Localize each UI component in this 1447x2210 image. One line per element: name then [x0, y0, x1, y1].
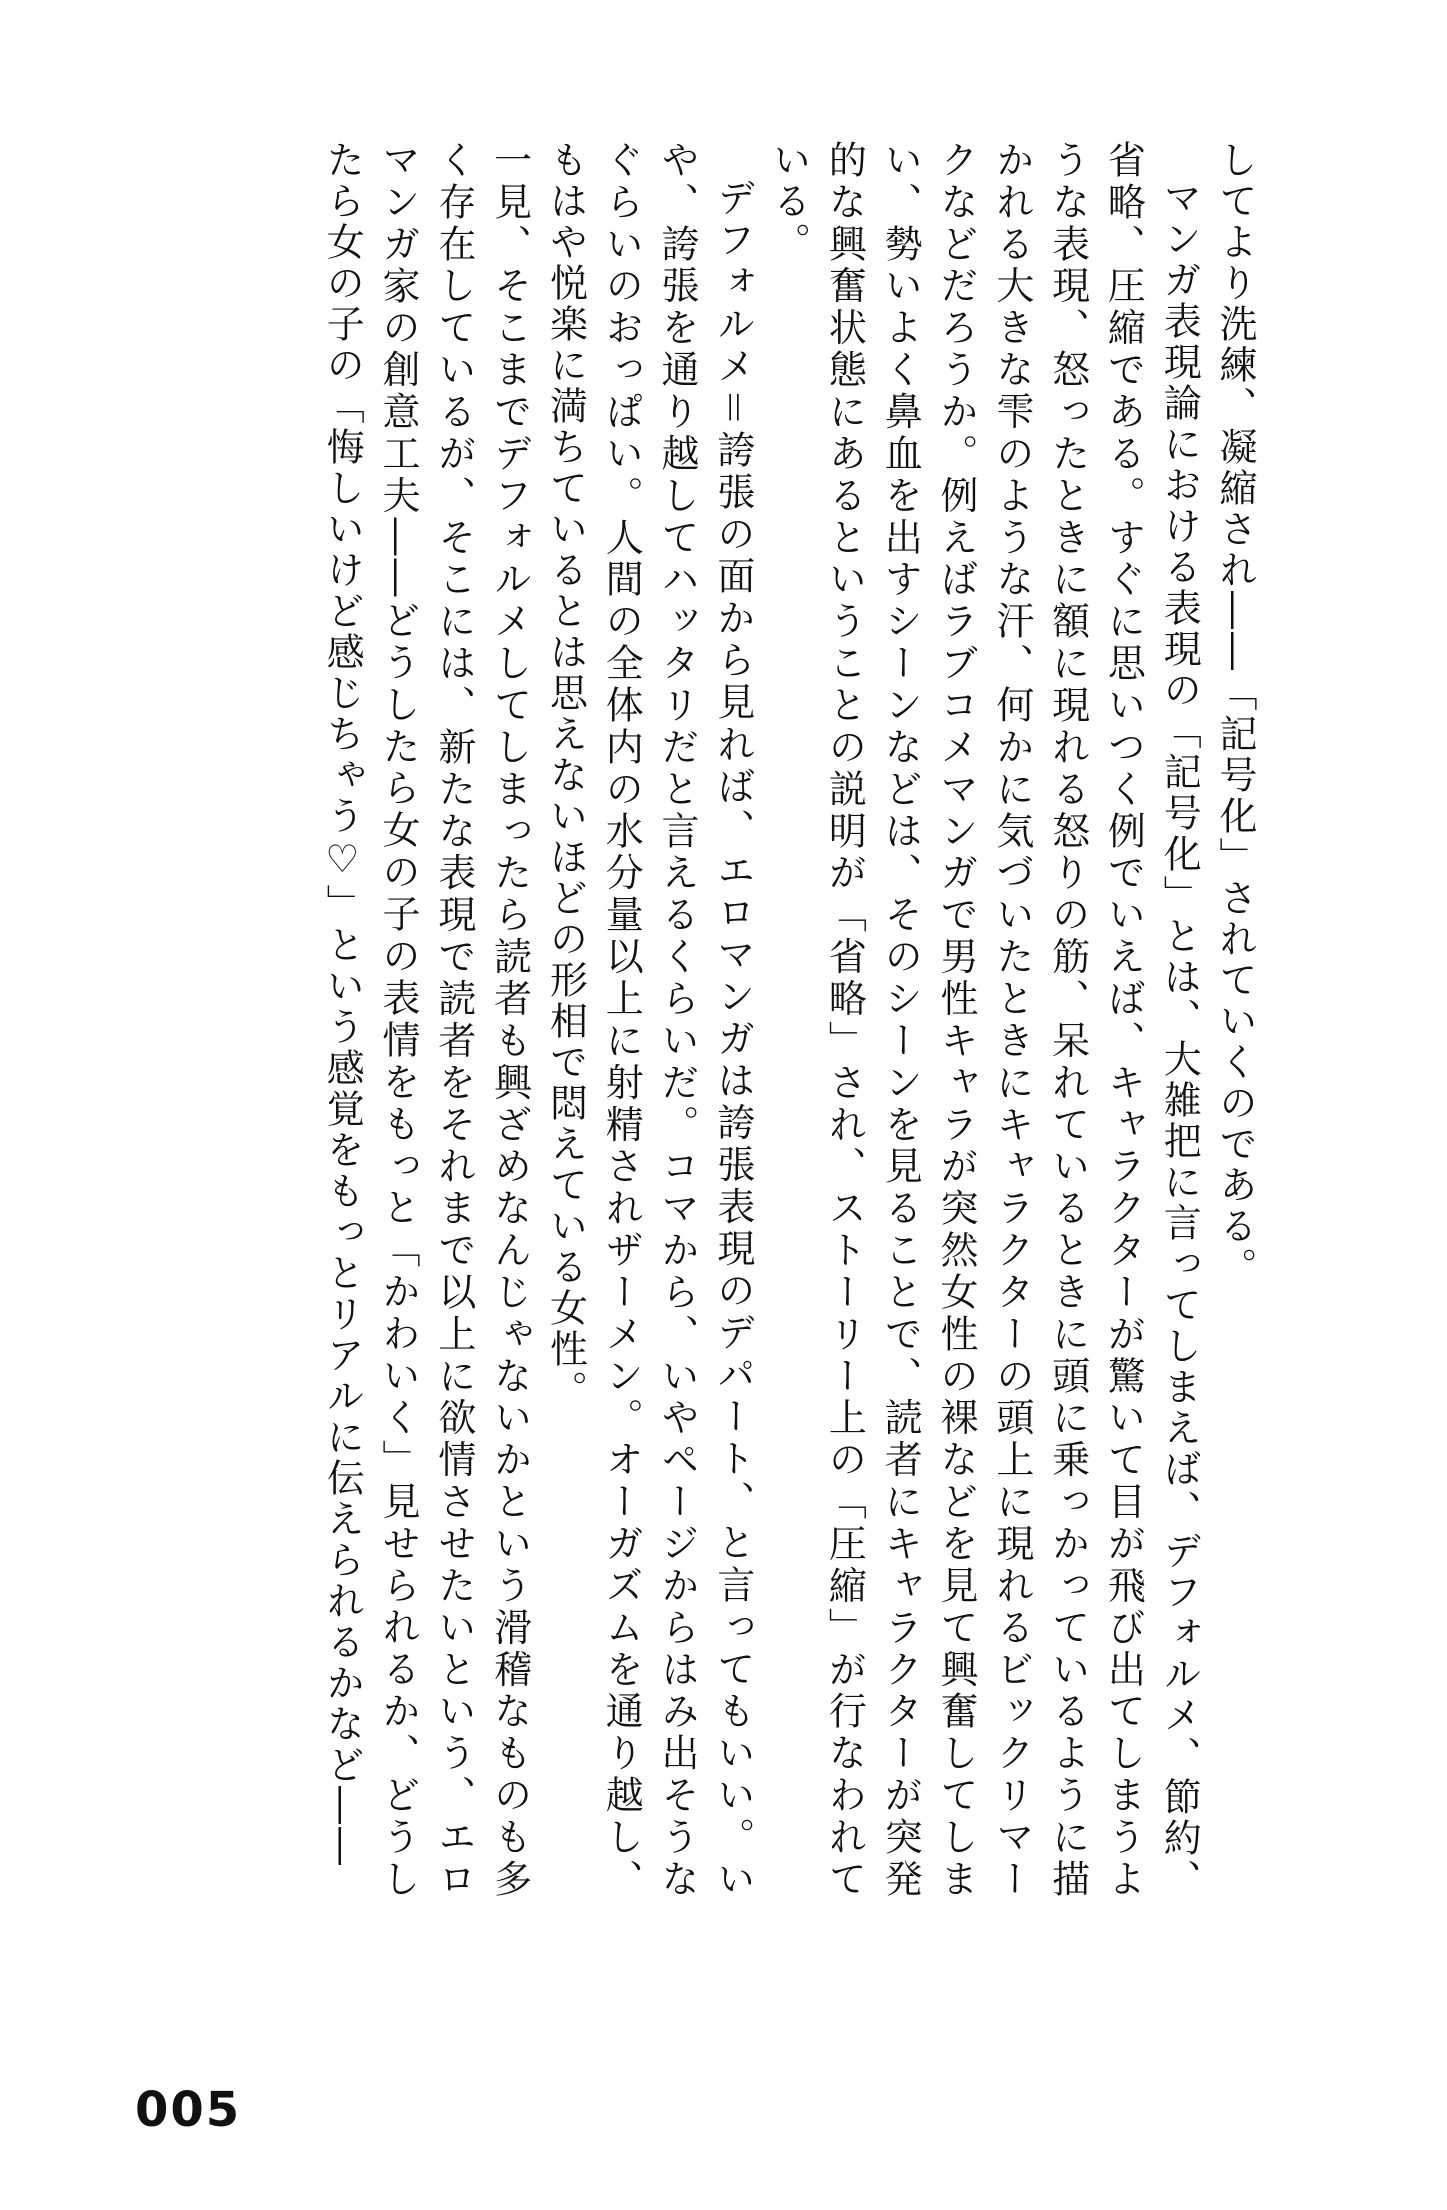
vertical-body-text	[122, 140, 1262, 1900]
paragraph-2: マンガ表現論における表現の「記号化」とは、大雑把に言ってしまえば、デフォルメ、節約、省略、圧縮である。すぐに思いつく例でいえば、キャラクターが驚いて目が飛び出てしまうような表現、怒ったときに額に現れる怒りの筋、呆れているときに頭に乗っかっているように描かれる大きな雫のような汗、何かに気づいたときにキャラクターの頭上に現れるビックリマークなどだろうか。例えばラブコメマンガで男性キャラが突然女性の裸などを見て興奮してしまい、勢いよく鼻血を出すシーンなどは、そのシーンを見ることで、読者にキャラクターが突発的な興奮状態にあるということの説明が「省略」され、ストーリー上の「圧縮」が行なわれている。	[766, 140, 1202, 1900]
paragraph-4: 一見、そこまでデフォルメしてしまったら読者も興ざめなんじゃないかという滑稽なものも多く存在しているが、そこには、新たな表現で読者をそれまで以上に欲情させたいという、エロマンガ家の創意工夫――どうしたら女の子の表情をもっと「かわいく」見せられるか、どうしたら女の子の「悔しいけど感じちゃう♡」という感覚をもっとリアルに伝えられるかなど――	[320, 140, 532, 1901]
paragraph-1: してより洗練、凝縮され――「記号化」されていくのである。	[1213, 140, 1257, 1288]
page-number: 005	[135, 2082, 242, 2138]
paragraph-3: デフォルメ＝誇張の面から見れば、エロマンガは誇張表現のデパート、と言ってもいい。いや、誇張を通り越してハッタリだと言えるくらいだ。コマから、いやページからはみ出そうなぐらいのおっぱい。人間の全体内の水分量以上に射精されザーメン。オーガズムを通り越し、もはや悦楽に満ちているとは思えないほどの形相で悶えている女性。	[543, 140, 755, 1900]
